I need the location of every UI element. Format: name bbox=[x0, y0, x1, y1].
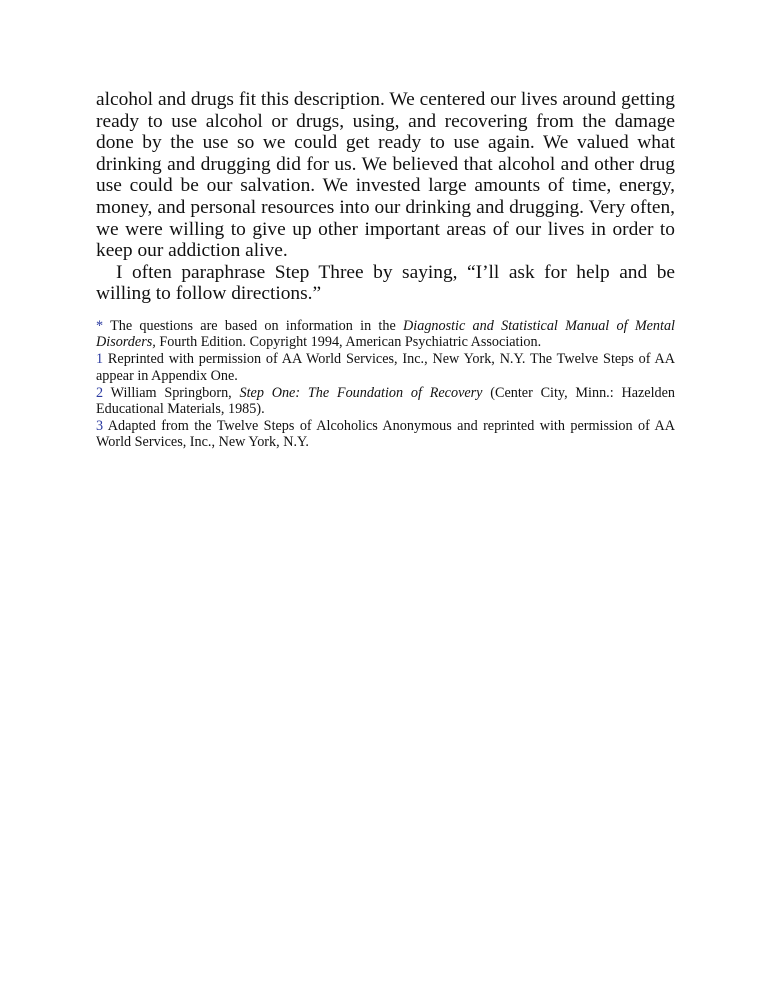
body-paragraph-2: I often paraphrase Step Three by saying, “I’ll ask for help and be willing to follow directions.” bbox=[96, 261, 675, 305]
document-page bbox=[96, 89, 675, 452]
footnote-text: Reprinted with permission of AA World Services, Inc., New York, N.Y. The Twelve Steps of AA appear in Appendix One. bbox=[96, 351, 675, 384]
body-text bbox=[96, 89, 675, 305]
footnote-2 bbox=[96, 385, 675, 417]
footnote-italic-title: Step One: The Foundation of Recovery bbox=[239, 384, 483, 401]
body-paragraph-1: alcohol and drugs fit this description. We centered our lives around getting ready to use alcohol or drugs, using, and recovering from the damage done by the use so we could get ready to use again. We valued what drinking and drugging did for us. We believed that alcohol and other drug use could be our salvation. We invested large amounts of time, energy, money, and personal resources into our drinking and drugging. Very often, we were willing to give up other important areas of our lives in order to keep our addiction alive. bbox=[96, 89, 675, 262]
footnote-marker-link[interactable]: 1 bbox=[96, 351, 104, 368]
footnotes bbox=[96, 318, 675, 451]
footnote-text: William Springborn, bbox=[103, 384, 240, 401]
footnote-star bbox=[96, 318, 675, 350]
footnote-text: (Center City, Minn.: Hazelden Educational Materials, 1985). bbox=[96, 384, 676, 417]
footnote-text: Adapted from the Twelve Steps of Alcoholics Anonymous and reprinted with permission of AA World Services, Inc., New York, N.Y. bbox=[96, 418, 675, 451]
footnote-text: The questions are based on information in the bbox=[103, 317, 404, 334]
footnote-marker-link[interactable]: 2 bbox=[96, 384, 104, 401]
footnote-marker-link[interactable]: 3 bbox=[96, 418, 104, 435]
footnote-text: Fourth Edition. Copyright 1994, American Psychiatric Association. bbox=[155, 334, 542, 351]
footnote-marker-link[interactable]: * bbox=[96, 317, 104, 334]
footnote-3 bbox=[96, 418, 675, 450]
footnote-1 bbox=[96, 351, 675, 383]
footnote-italic-title: Diagnostic and Statistical Manual of Mental Disorders, bbox=[96, 317, 676, 351]
